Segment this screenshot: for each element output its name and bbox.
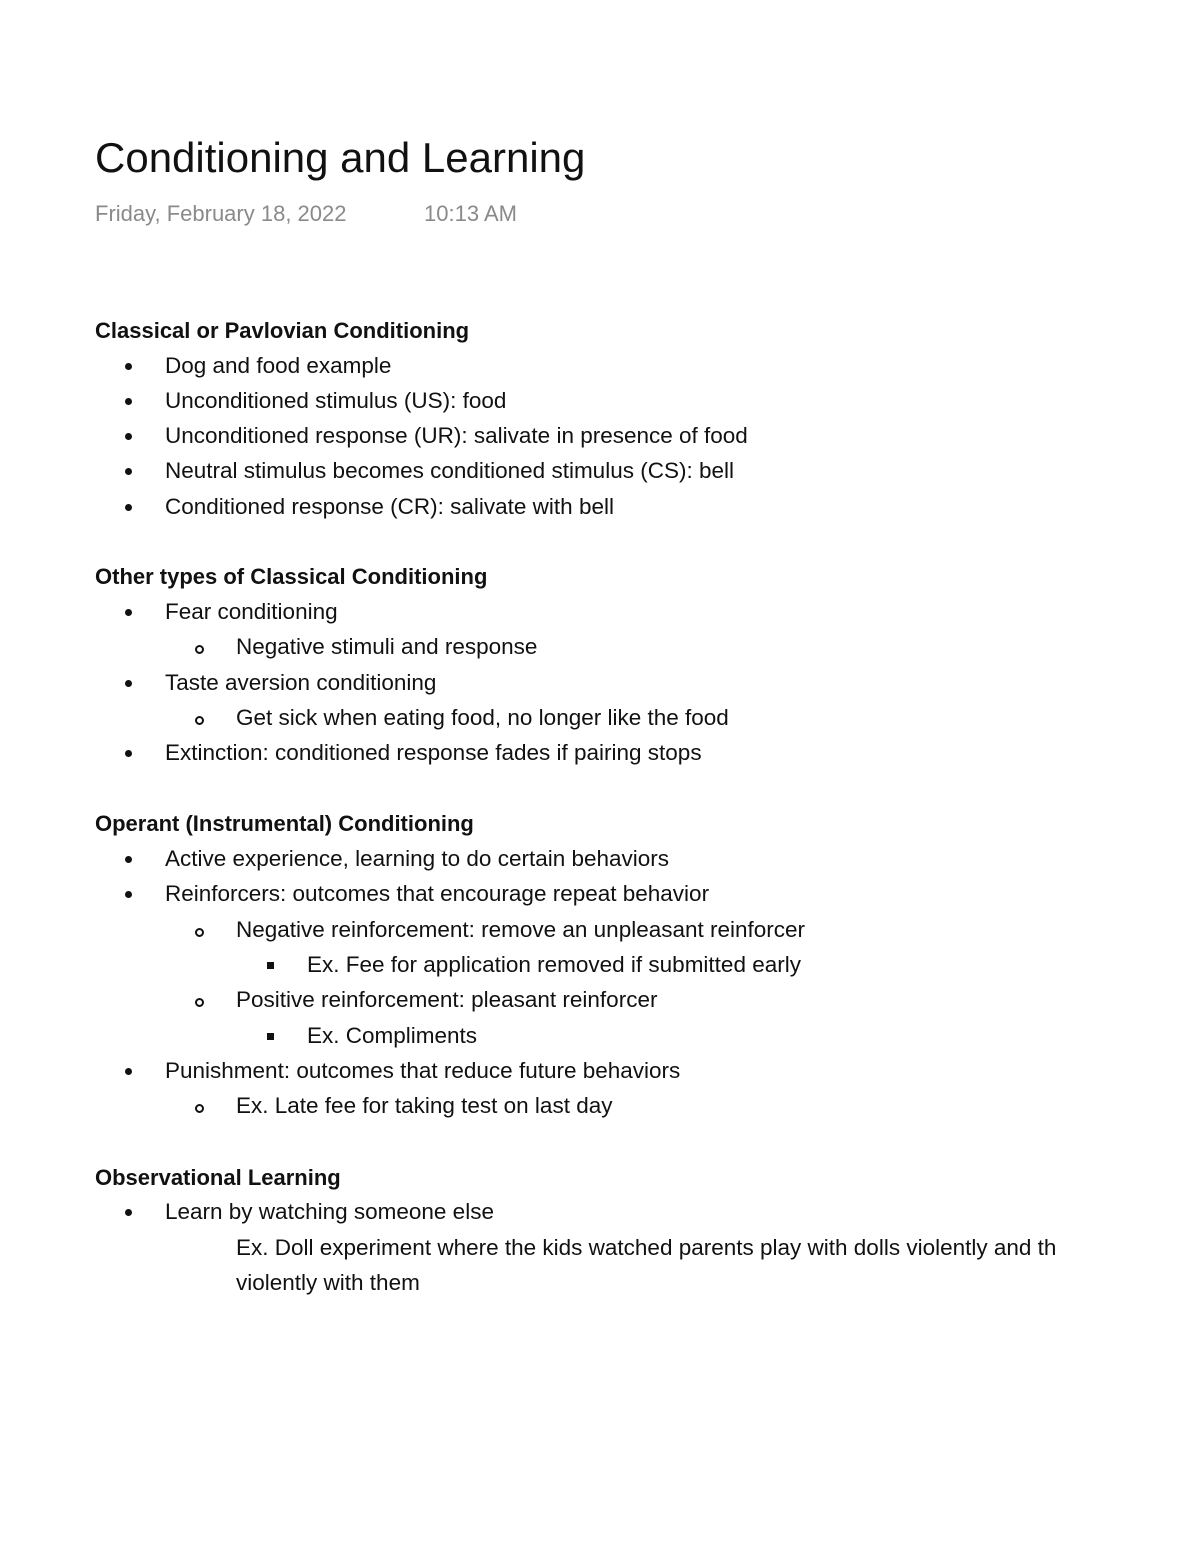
list-item: Reinforcers: outcomes that encourage repeat behavior — [165, 878, 709, 910]
bullet-icon — [125, 363, 132, 370]
bullet-icon — [125, 609, 132, 616]
bullet-icon — [125, 1209, 132, 1216]
list-item-continuation: violently with them — [236, 1270, 420, 1295]
list-item: Unconditioned stimulus (US): food — [165, 385, 506, 417]
circle-bullet-icon — [195, 645, 204, 654]
section-heading-operant: Operant (Instrumental) Conditioning — [95, 811, 474, 836]
list-item: Negative reinforcement: remove an unpleasant reinforcer — [236, 914, 805, 946]
list-item: Ex. Compliments — [307, 1020, 477, 1052]
bullet-icon — [125, 856, 132, 863]
list-item: Extinction: conditioned response fades if pairing stops — [165, 737, 702, 769]
list-item: Dog and food example — [165, 350, 391, 382]
bullet-icon — [125, 750, 132, 757]
list-item: Conditioned response (CR): salivate with bell — [165, 491, 614, 523]
square-bullet-icon — [267, 962, 274, 969]
section-heading-classical: Classical or Pavlovian Conditioning — [95, 318, 470, 343]
list-item: Ex. Late fee for taking test on last day — [236, 1090, 612, 1122]
section-heading-other-types: Other types of Classical Conditioning — [95, 564, 488, 589]
circle-bullet-icon — [195, 928, 204, 937]
page-title: Conditioning and Learning — [95, 134, 586, 181]
list-item: Unconditioned response (UR): salivate in presence of food — [165, 420, 748, 452]
note-time: 10:13 AM — [424, 201, 517, 226]
list-item: Negative stimuli and response — [236, 631, 537, 663]
bullet-icon — [125, 504, 132, 511]
list-item: Ex. Fee for application removed if submitted early — [307, 949, 801, 981]
circle-bullet-icon — [195, 1104, 204, 1113]
list-item: Active experience, learning to do certain behaviors — [165, 843, 669, 875]
bullet-icon — [125, 891, 132, 898]
list-item: Ex. Doll experiment where the kids watched parents play with dolls violently and th — [236, 1232, 1200, 1264]
note-date: Friday, February 18, 2022 — [95, 201, 347, 226]
list-item: Punishment: outcomes that reduce future behaviors — [165, 1055, 680, 1087]
list-item: Fear conditioning — [165, 596, 338, 628]
bullet-icon — [125, 398, 132, 405]
list-item: Taste aversion conditioning — [165, 667, 436, 699]
list-item: Learn by watching someone else — [165, 1196, 494, 1228]
section-heading-observational: Observational Learning — [95, 1165, 341, 1190]
list-item: Positive reinforcement: pleasant reinforcer — [236, 984, 657, 1016]
bullet-icon — [125, 468, 132, 475]
list-item: Neutral stimulus becomes conditioned stimulus (CS): bell — [165, 455, 734, 487]
bullet-icon — [125, 1068, 132, 1075]
circle-bullet-icon — [195, 998, 204, 1007]
bullet-icon — [125, 680, 132, 687]
list-item: Get sick when eating food, no longer like the food — [236, 702, 729, 734]
bullet-icon — [125, 433, 132, 440]
note-timestamp — [95, 199, 517, 229]
square-bullet-icon — [267, 1033, 274, 1040]
circle-bullet-icon — [195, 716, 204, 725]
